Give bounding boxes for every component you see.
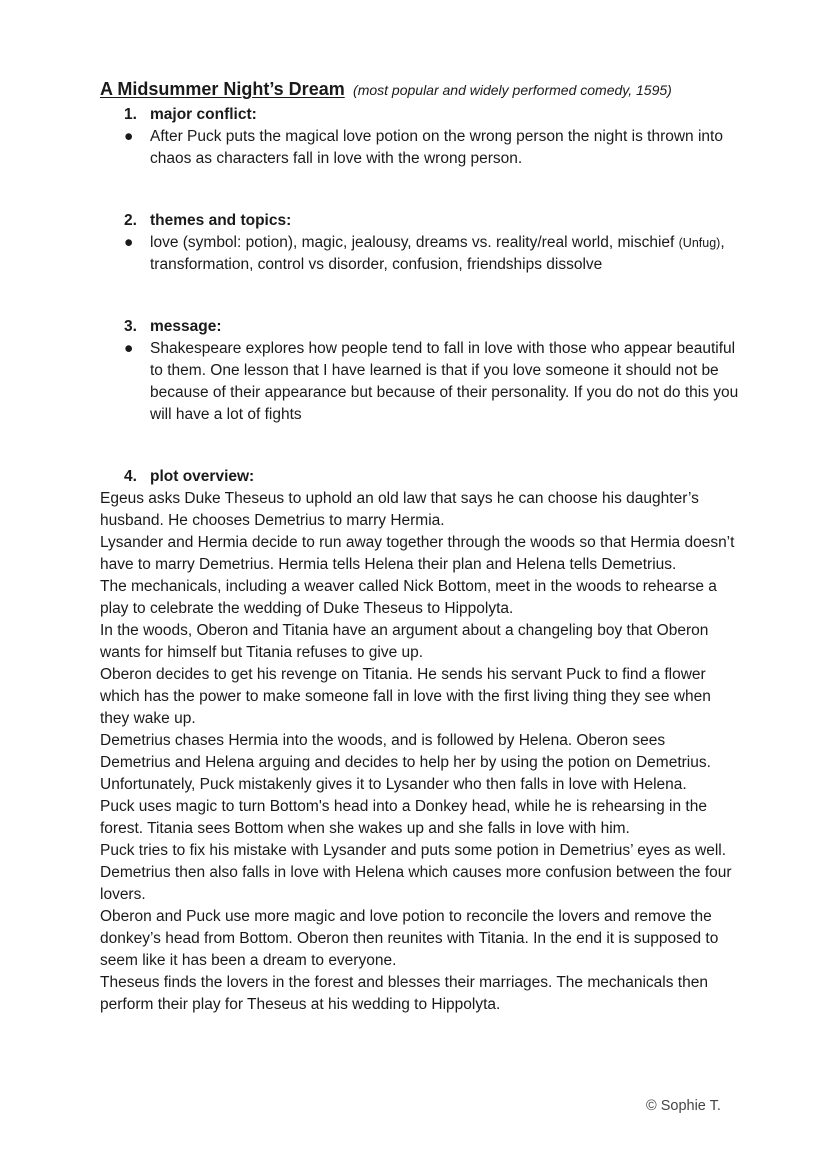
copyright-notice: © Sophie T.: [646, 1098, 721, 1114]
bullet-text: [150, 232, 740, 276]
bullet-text-part1: love (symbol: potion), magic, jealousy, dreams vs. reality/real world, mischief: [150, 234, 675, 251]
section-plot-overview: [124, 466, 740, 488]
title-line: [100, 76, 740, 104]
bullet-text: After Puck puts the magical love potion on the wrong person the night is thrown into chaos as characters fall in love with the wrong person.: [150, 128, 723, 167]
plot-paragraph: Oberon decides to get his revenge on Titania. He sends his servant Puck to find a flower which has the power to make someone fall in love with the first living thing they see when they wake up.: [100, 666, 711, 727]
bullet-item: [124, 338, 740, 426]
spacer: [100, 276, 740, 316]
section-heading: [124, 104, 740, 126]
section-major-conflict: [124, 104, 740, 170]
plot-paragraph: Oberon and Puck use more magic and love potion to reconcile the lovers and remove the donkey’s head from Bottom. Oberon then reunites with Titania. In the end it is supposed to seem like it has been a dream to everyone.: [100, 908, 719, 969]
section-message: [124, 316, 740, 426]
section-heading-text: major conflict:: [150, 106, 257, 123]
section-heading-text: themes and topics:: [150, 212, 292, 229]
bullet-text-note: (Unfug): [678, 236, 721, 250]
plot-paragraph: The mechanicals, including a weaver called Nick Bottom, meet in the woods to rehearse a play to celebrate the wedding of Duke Theseus to Hippolyta.: [100, 578, 717, 617]
bullet-icon: ●: [124, 234, 134, 251]
bullet-text-part2: , transformation, control vs disorder, confusion, friendships dissolve: [150, 234, 725, 273]
section-number: 2.: [124, 212, 137, 229]
plot-paragraph: Egeus asks Duke Theseus to uphold an old law that says he can choose his daughter’s husband. He chooses Demetrius to marry Hermia.: [100, 490, 699, 529]
page-title: A Midsummer Night’s Dream: [100, 79, 345, 99]
bullet-text: Shakespeare explores how people tend to fall in love with those who appear beautiful to them. One lesson that I have learned is that if you love someone it should not be because of their appearance but because of their personality. If you do not do this you will have a lot of fights: [150, 340, 739, 423]
section-heading: [124, 316, 740, 338]
bullet-icon: ●: [124, 128, 134, 145]
bullet-item: [124, 232, 740, 276]
section-number: 4.: [124, 468, 137, 485]
plot-paragraph: Demetrius chases Hermia into the woods, and is followed by Helena. Oberon sees Demetrius and Helena arguing and decides to help her by using the potion on Demetrius. Unfortunately, Puck mistakenly gives it to Lysander who then falls in love with Helena.: [100, 732, 711, 793]
plot-overview-text: [100, 488, 740, 1016]
plot-paragraph: Lysander and Hermia decide to run away together through the woods so that Hermia doesn’t have to marry Demetrius. Hermia tells Helena their plan and Helena tells Demetrius.: [100, 534, 735, 573]
bullet-icon: ●: [124, 340, 134, 357]
plot-paragraph: Puck uses magic to turn Bottom's head into a Donkey head, while he is rehearsing in the forest. Titania sees Bottom when she wakes up and she falls in love with him.: [100, 798, 707, 837]
section-heading-text: plot overview:: [150, 468, 255, 485]
section-number: 1.: [124, 106, 137, 123]
document-body: [100, 76, 740, 1016]
section-themes: [124, 210, 740, 276]
spacer: [100, 426, 740, 466]
page-subtitle: (most popular and widely performed comedy, 1595): [353, 82, 672, 98]
spacer: [100, 170, 740, 210]
section-heading: [124, 210, 740, 232]
section-number: 3.: [124, 318, 137, 335]
section-heading-text: message:: [150, 318, 222, 335]
bullet-item: [124, 126, 740, 170]
plot-paragraph: Theseus finds the lovers in the forest and blesses their marriages. The mechanicals then perform their play for Theseus at his wedding to Hippolyta.: [100, 974, 708, 1013]
section-heading: [124, 466, 740, 488]
plot-paragraph: Puck tries to fix his mistake with Lysander and puts some potion in Demetrius’ eyes as well. Demetrius then also falls in love with Helena which causes more confusion between the four lovers.: [100, 842, 732, 903]
plot-paragraph: In the woods, Oberon and Titania have an argument about a changeling boy that Oberon wants for himself but Titania refuses to give up.: [100, 622, 709, 661]
